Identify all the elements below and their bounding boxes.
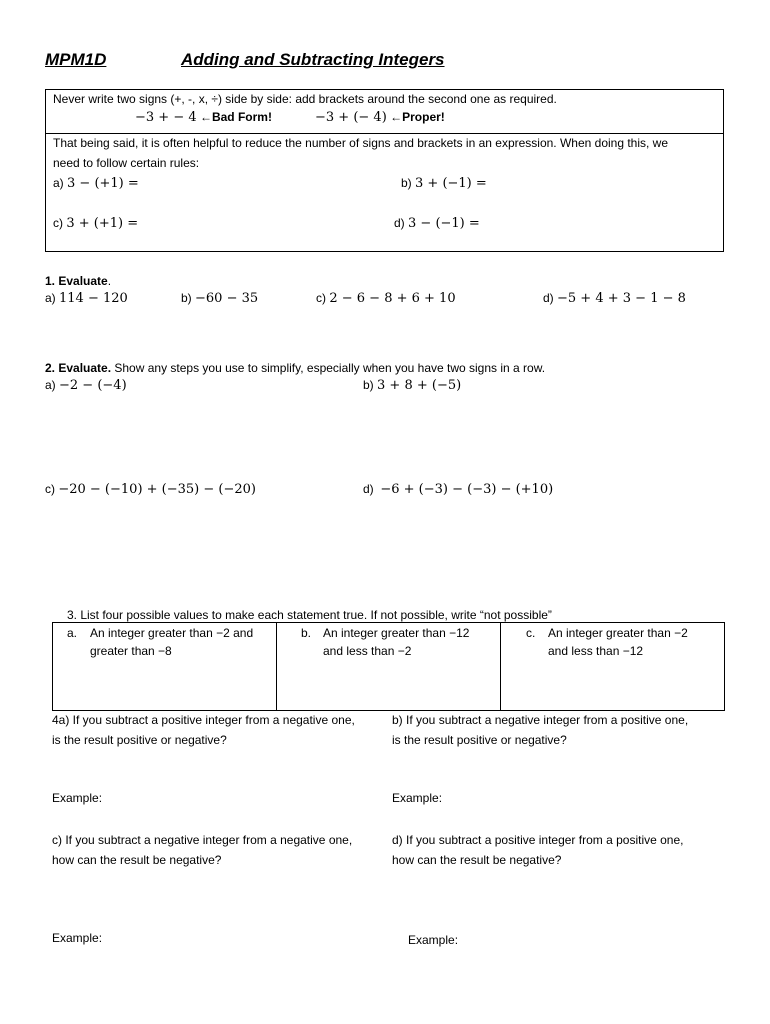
q3-cell-b-text <box>323 623 498 661</box>
q3-cell-b <box>301 623 311 643</box>
arrow-left-icon: ← <box>390 110 403 124</box>
q2-item-b <box>363 375 461 396</box>
q4c-example-label: Example: <box>52 931 103 945</box>
q3-heading: 3. List four possible values to make each statement true. If not possible, write “not possible” <box>67 608 552 622</box>
proper-label: Proper! <box>402 110 445 124</box>
item-expr: 3 + 8 + (−5) <box>377 378 462 393</box>
q1-period: . <box>107 274 112 288</box>
q2-item-c <box>45 479 256 500</box>
item-expr: −60 − 35 <box>195 291 259 306</box>
item-expr: 114 − 120 <box>59 291 128 306</box>
item-expr: −2 − (−4) <box>59 378 127 393</box>
q4d-question <box>392 830 683 870</box>
bad-form-example <box>135 110 272 125</box>
cell-line: and less than −12 <box>548 644 644 658</box>
course-code: MPM1D <box>45 50 107 69</box>
intro-item-d <box>394 213 480 234</box>
item-label: a) <box>45 291 56 305</box>
q1-item-b <box>181 288 258 309</box>
item-label: d) <box>363 482 374 496</box>
question-line: how can the result be negative? <box>52 853 222 867</box>
intro-item-c <box>53 213 138 234</box>
item-label: d) <box>543 291 554 305</box>
q4b-question <box>392 710 688 750</box>
question-line: b) If you subtract a negative integer from a positive one, <box>392 713 689 727</box>
item-label: c) <box>45 482 55 496</box>
cell-line: and less than −2 <box>323 644 412 658</box>
item-expr: 3 − (−1) = <box>408 216 480 231</box>
q4b-example-label: Example: <box>392 791 443 805</box>
q3-col-divider <box>500 623 501 710</box>
intro-paragraph-line2: need to follow certain rules: <box>53 156 200 170</box>
item-label: c) <box>316 291 326 305</box>
cell-line: An integer greater than −2 and <box>90 626 254 640</box>
intro-item-a <box>53 173 139 194</box>
item-label: a) <box>53 176 64 190</box>
item-label: a. <box>67 626 78 640</box>
q1-item-d <box>543 288 686 309</box>
item-label: b) <box>181 291 192 305</box>
question-line: is the result positive or negative? <box>392 733 567 747</box>
item-label: a) <box>45 378 56 392</box>
cell-line: An integer greater than −2 <box>548 626 688 640</box>
proper-example <box>315 110 445 125</box>
q3-cell-a-text <box>90 623 280 661</box>
item-expr: −5 + 4 + 3 − 1 − 8 <box>557 291 686 306</box>
item-label: b. <box>301 626 312 640</box>
q2-heading-text: 2. Evaluate. <box>45 361 112 375</box>
q4c-question <box>52 830 352 870</box>
item-expr: 3 + (+1) = <box>66 216 139 231</box>
page-title: Adding and Subtracting Integers <box>181 50 445 69</box>
q2-item-a <box>45 375 127 396</box>
item-label: b) <box>363 378 374 392</box>
q2-item-d <box>363 479 553 500</box>
intro-paragraph-line1: That being said, it is often helpful to reduce the number of signs and brackets in an expression. When doing this, we <box>53 136 669 150</box>
q3-cell-c-text <box>548 623 720 661</box>
question-line: 4a) If you subtract a positive integer from a negative one, <box>52 713 355 727</box>
item-expr: 3 − (+1) = <box>67 176 139 191</box>
item-label: d) <box>394 216 405 230</box>
cell-line: greater than −8 <box>90 644 172 658</box>
q3-cell-a <box>67 623 77 643</box>
intro-item-b <box>401 173 487 194</box>
q2-instruction: Show any steps you use to simplify, especially when you have two signs in a row. <box>111 361 546 375</box>
proper-expr: −3 + (− 4) <box>315 110 387 125</box>
item-expr: −6 + (−3) − (−3) − (+10) <box>380 482 554 497</box>
q4a-example-label: Example: <box>52 791 103 805</box>
item-expr: 2 − 6 − 8 + 6 + 10 <box>329 291 456 306</box>
intro-rule: Never write two signs (+, -, x, ÷) side by side: add brackets around the second one as required. <box>53 92 557 106</box>
arrow-left-icon: ← <box>199 110 212 124</box>
q1-heading-text: 1. Evaluate <box>45 274 108 288</box>
q4d-example-label: Example: <box>408 933 459 947</box>
item-label: c) <box>53 216 63 230</box>
bad-form-expr: −3 + − 4 <box>135 110 197 125</box>
question-line: c) If you subtract a negative integer from a negative one, <box>52 833 353 847</box>
question-line: d) If you subtract a positive integer from a positive one, <box>392 833 684 847</box>
item-expr: 3 + (−1) = <box>415 176 487 191</box>
q4a-question <box>52 710 355 750</box>
cell-line: An integer greater than −12 <box>323 626 470 640</box>
bad-form-label: Bad Form! <box>211 110 272 124</box>
q1-item-a <box>45 288 128 309</box>
q3-cell-c <box>526 623 535 643</box>
question-line: how can the result be negative? <box>392 853 562 867</box>
item-label: c. <box>526 626 536 640</box>
q1-item-c <box>316 288 456 309</box>
question-line: is the result positive or negative? <box>52 733 227 747</box>
item-label: b) <box>401 176 412 190</box>
item-expr: −20 − (−10) + (−35) − (−20) <box>58 482 256 497</box>
